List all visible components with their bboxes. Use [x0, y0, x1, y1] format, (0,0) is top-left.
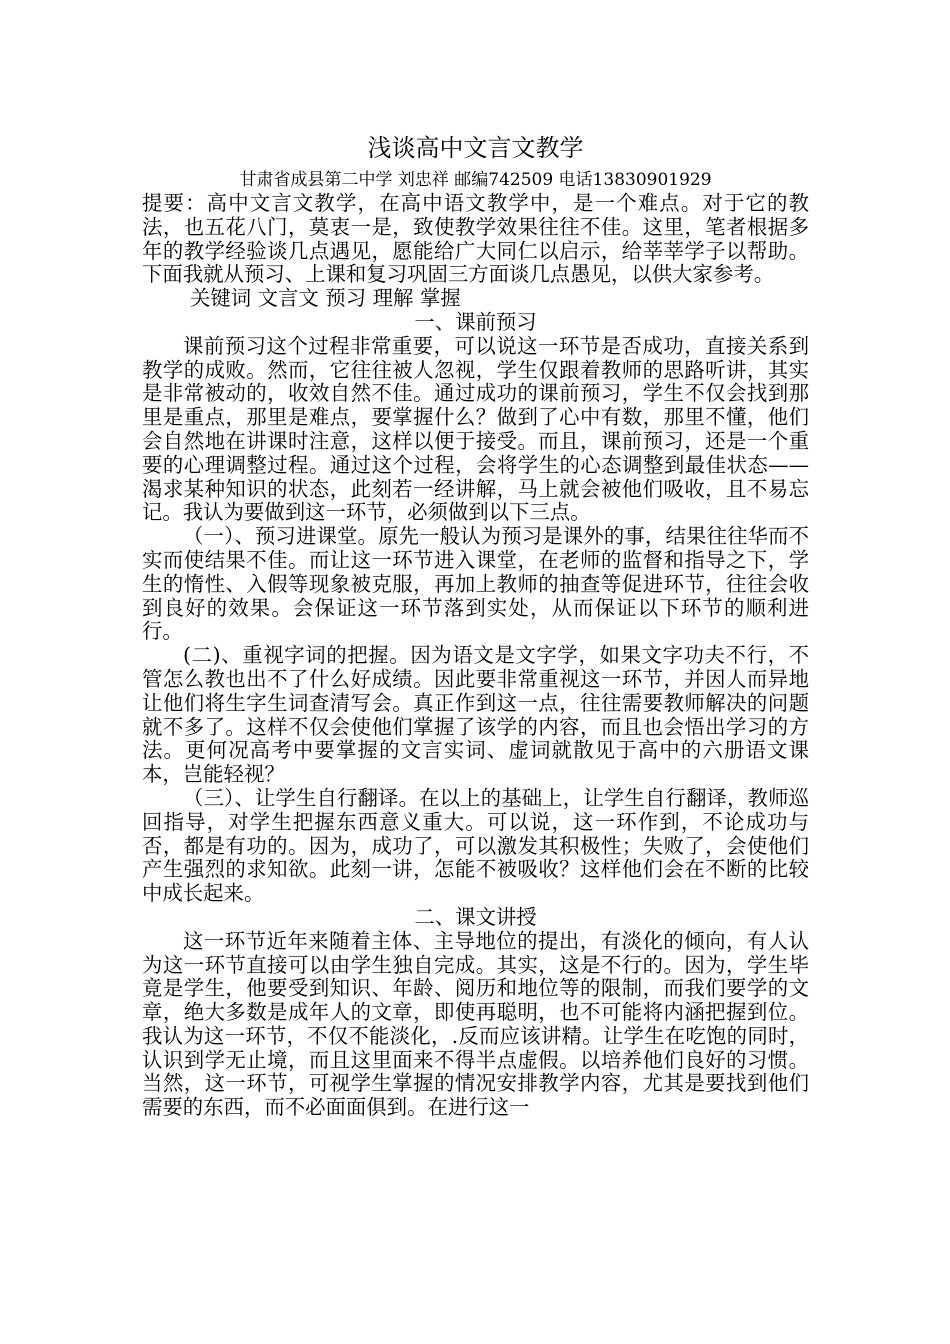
body-paragraph: （三）、让学生自行翻译。在以上的基础上，让学生自行翻译，教师巡回指导，对学生把握东西意义重大。可以说，这一环作到，不论成功与否，都是有功的。因为，成功了，可以激发其积极性；失败了，会使他们产生强烈的求知欲。此刻一讲，怎能不被吸收？这样他们会在不断的比较中成长起来。: [142, 785, 809, 906]
body-paragraph: (二)、重视字词的把握。因为语文是文字学，如果文字功夫不行，不管怎么教也出不了什么好成绩。因此要非常重视这一环节，并因人而异地让他们将生字生词查清写会。真正作到这一点，往往需要教师解决的问题就不多了。这样不仅会使他们掌握了该学的内容，而且也会悟出学习的方法。更何况高考中要掌握的文言实词、虚词就散见于高中的六册语文课本，岂能轻视？: [142, 643, 809, 787]
document-page: [142, 130, 809, 1120]
author-line: 甘肃省成县第二中学 刘忠祥 邮编742509 电话13830901929: [239, 170, 712, 190]
abstract-paragraph: 提要：高中文言文教学，在高中语文教学中，是一个难点。对于它的教法，也五花八门，莫衷一是，致使教学效果往往不佳。这里，笔者根据多年的教学经验谈几点遇见，愿能给广大同仁以启示，给莘莘学子以帮助。下面我就从预习、上课和复习巩固三方面谈几点愚见，以供大家参考。: [142, 191, 809, 287]
document-title: 浅谈高中文言文教学: [367, 134, 584, 162]
body-paragraph: （一）、预习进课堂。原先一般认为预习是课外的事，结果往往华而不实而使结果不佳。而让这一环节进入课堂，在老师的监督和指导之下，学生的惰性、入假等现象被克服，再加上教师的抽查等促进环节，往往会收到良好的效果。会保证这一环节落到实处，从而保证以下环节的顺利进行。: [142, 524, 809, 644]
keywords-line: 关键词 文言文 预习 理解 掌握: [190, 286, 461, 311]
body-paragraph: 课前预习这个过程非常重要，可以说这一环节是否成功，直接关系到教学的成败。然而，它往往被人忽视，学生仅跟着教师的思路听讲，其实是非常被动的，收效自然不佳。通过成功的课前预习，学生不仅会找到那里是重点，那里是难点，要掌握什么？做到了心中有数，那里不懂，他们会自然地在讲课时注意，这样以便于接受。而且，课前预习，还是一个重要的心理调整过程。通过这个过程，会将学生的心态调整到最佳状态——渴求某种知识的状态，此刻若一经讲解，马上就会被他们吸收，且不易忘记。我认为要做到这一环节，必须做到以下三点。: [142, 333, 809, 525]
section-heading-preview: 一、课前预习: [414, 309, 537, 334]
section-heading-lecture: 二、课文讲授: [414, 904, 537, 929]
body-paragraph: 这一环节近年来随着主体、主导地位的提出，有淡化的倾向，有人认为这一环节直接可以由学生独自完成。其实，这是不行的。因为，学生毕竟是学生，他要受到知识、年龄、阅历和地位等的限制，而我们要学的文章，绝大多数是成年人的文章，即使再聪明，也不可能将内涵把握到位。我认为这一环节，不仅不能淡化，.反而应该讲精。让学生在吃饱的同时，认识到学无止境，而且这里面来不得半点虚假。以培养他们良好的习惯。当然，这一环节，可视学生掌握的情况安排教学内容，尤其是要找到他们需要的东西，而不必面面俱到。在进行这一: [142, 928, 809, 1120]
